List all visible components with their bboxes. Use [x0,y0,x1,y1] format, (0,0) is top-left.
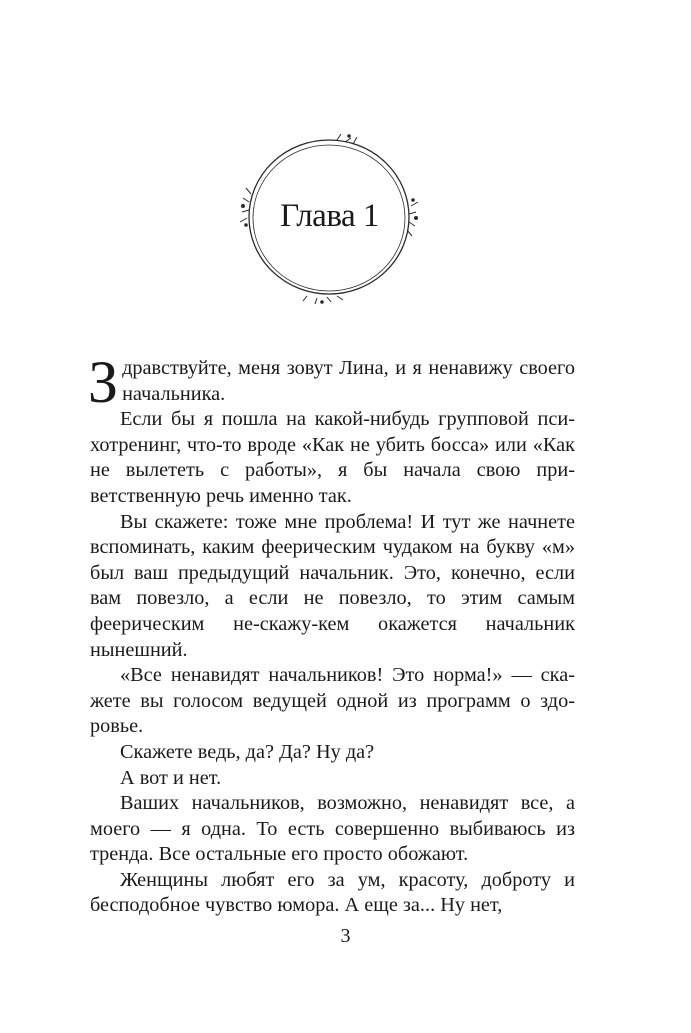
paragraph: Ваших начальников, возможно, ненавидят все, а моего — я одна. То есть совершенно выбиваюсь из тренда. Все остальные его просто обожают. [90,792,575,866]
first-paragraph-text: дравствуйте, меня зовут Лина, и я ненавижу своего начальника. [122,357,575,405]
chapter-title: Глава 1 [280,198,379,234]
paragraph: Если бы я пошла на какой-нибудь групповой психотренинг, что-то вроде «Как не убить босса» или «Как не вылететь с работы», я бы начала свою приветственную речь именно так. [90,408,575,507]
paragraph: А вот и нет. [120,766,222,789]
drop-cap: З [88,349,119,415]
paragraph: Женщины любят его за ум, красоту, доброту и бесподобное чувство юмора. А еще за... Ну нет, [90,868,575,917]
first-paragraph [88,349,575,415]
paragraph: Скажете ведь, да? Да? Ну да? [120,740,375,763]
page-number: 3 [340,925,351,947]
body-text [88,349,575,919]
paragraph: «Все ненавидят начальников! Это норма!» — скажете вы голосом ведущей одной из программ о здоровье. [90,664,575,738]
paragraph: Вы скажете: тоже мне проблема! И тут же начнете вспоминать, каким феерическим чудаком на букву «м» был ваш предыдущий начальник. Это, конечно, если вам повезло, а если не повезло, то этим самым феерическим не-скажу-кем окажется начальник нынешний. [90,510,575,661]
